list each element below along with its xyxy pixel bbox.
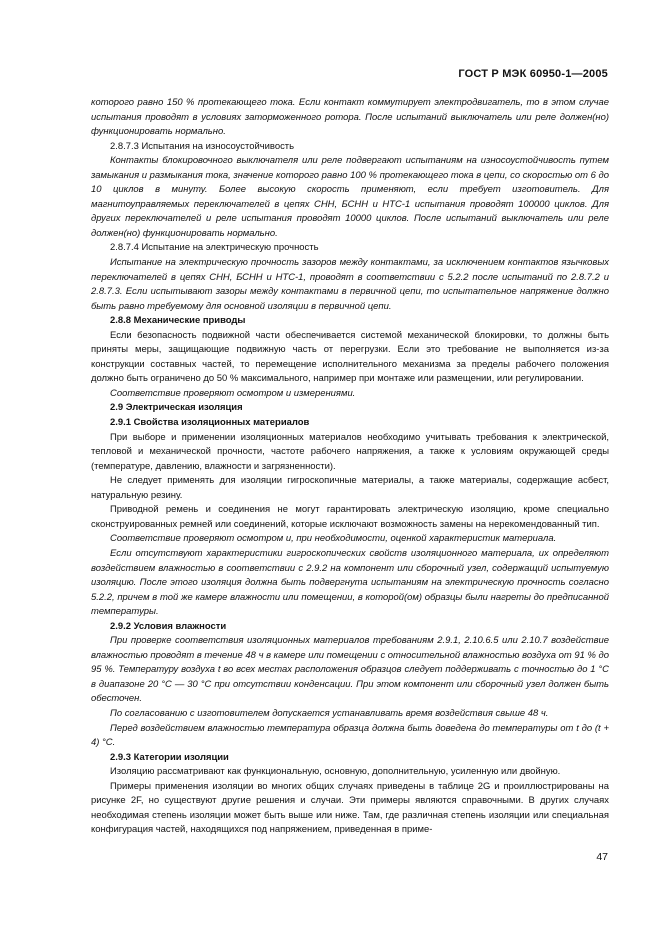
- paragraph: Примеры применения изоляции во многих общих случаях приведены в таблице 2G и проиллюстрированы на рисунке 2F, но существуют другие решения и случаи. Эти примеры являются справочными. В других случаях необходимая степень изоляции может быть выше или ниже. Там, где различная степень изоляции или специальная конфигурация частей, находящихся под напряжением, приведенная в приме-: [91, 780, 609, 836]
- paragraph: По согласованию с изготовителем допускается устанавливать время воздействия свыше 48 ч.: [110, 707, 549, 719]
- paragraph: Соответствие проверяют осмотром и, при необходимости, оценкой характеристик материала.: [110, 533, 557, 545]
- paragraph: Приводной ремень и соединения не могут гарантировать электрическую изоляцию, кроме специально сконструированных ремней или соединений, которые исключают возможность замены на нерекомендованный тип.: [91, 504, 609, 530]
- paragraph: Испытание на электрическую прочность зазоров между контактами, за исключением контактов язычковых переключателей в цепях СНН, БСНН и НТС-1, проводят в соответствии с 5.2.2 после испытаний по 2.8.7.2 и 2.8.7.3. Если испытывают зазоры между контактами в первичной цепи, то испытательное напряжение должно быть равно требуемому для основной изоляции в первичной цепи.: [91, 257, 609, 312]
- paragraph: Перед воздействием влажностью температура образца должна быть доведена до температуры от t до (t + 4) °С.: [91, 722, 609, 749]
- paragraph: Изоляцию рассматривают как функциональную, основную, дополнительную, усиленную или двойную.: [110, 766, 561, 778]
- paragraph: При выборе и применении изоляционных материалов необходимо учитывать требования к электрической, тепловой и механической прочности, частоте рабочего напряжения, а также к условиям окружающей среды (температуре, давлению, влажности и загрязненности).: [91, 431, 609, 472]
- standard-header: ГОСТ Р МЭК 60950-1—2005: [458, 68, 608, 80]
- page-number: 47: [596, 851, 608, 863]
- paragraph: которого равно 150 % протекающего тока. Если контакт коммутирует электродвигатель, то в этом случае испытания проводят в условиях заторможенного ротора. После испытаний выключатель или реле должен(но) функционировать нормально.: [91, 97, 609, 138]
- paragraph: Если отсутствуют характеристики гигроскопических свойств изоляционного материала, их определяют воздействием влажностью в соответствии с 2.9.2 на компонент или сборочный узел, содержащий испытуемую изоляцию. После этого изоляция должна быть подвергнута испытаниям на электрическую прочность согласно 5.2.2, причем в той же камере влажности или помещении, в которой(ом) образцы были нагреты до предписанной температуры.: [91, 547, 609, 618]
- section-heading: 2.8.8 Механические приводы: [110, 315, 246, 327]
- paragraph: Если безопасность подвижной части обеспечивается системой механической блокировки, то должны быть приняты меры, защищающие подвижную часть от перегрузки. Если это требование не выполняется из-за конструкции составных частей, то перемещение исполнительного механизма за пределы рабочего положения должно быть ограничено до 50 % максимального, например при монтаже или размещении, или регулировании.: [91, 329, 609, 385]
- paragraph: Контакты блокировочного выключателя или реле подвергают испытаниям на износоустойчивость путем замыкания и размыкания тока, значение которого равно 100 % протекающего тока в цепи, со скоростью от 6 до 10 циклов в минуту. Более высокую скорость применяют, если требует изготовитель. Для магнитоуправляемых переключателей в цепях СНН, БСНН и НТС-1 испытания проводят 100000 циклов. Для других переключателей и реле испытания проводят 10000 циклов. После испытаний выключатель или реле должен(но) функционировать нормально.: [91, 155, 609, 239]
- section-heading: 2.9.1 Свойства изоляционных материалов: [110, 417, 310, 429]
- section-heading: 2.9 Электрическая изоляция: [110, 402, 243, 414]
- paragraph: Соответствие проверяют осмотром и измерениями.: [110, 387, 356, 399]
- paragraph: 2.8.7.4 Испытание на электрическую прочность: [110, 242, 319, 254]
- paragraph: При проверке соответствия изоляционных материалов требованиям 2.9.1, 2.10.6.5 или 2.10.7 воздействие влажностью проводят в течение 48 ч в камере или помещении с относительной влажностью воздуха от 91 % до 95 %. Температуру воздуха t во всех местах расположения образцов следует поддерживать с точностью до 1 °С в диапазоне 20 °С — 30 °С при отсутствии конденсации. При этом компонент или сборочный узел должен быть обесточен.: [91, 635, 609, 705]
- section-heading: 2.9.3 Категории изоляции: [110, 751, 229, 763]
- paragraph: Не следует применять для изоляции гигроскопичные материалы, а также материалы, содержащие асбест, натуральную резину.: [91, 475, 609, 501]
- paragraph: 2.8.7.3 Испытания на износоустойчивость: [110, 140, 295, 152]
- page-content: [91, 96, 609, 838]
- section-heading: 2.9.2 Условия влажности: [110, 620, 227, 632]
